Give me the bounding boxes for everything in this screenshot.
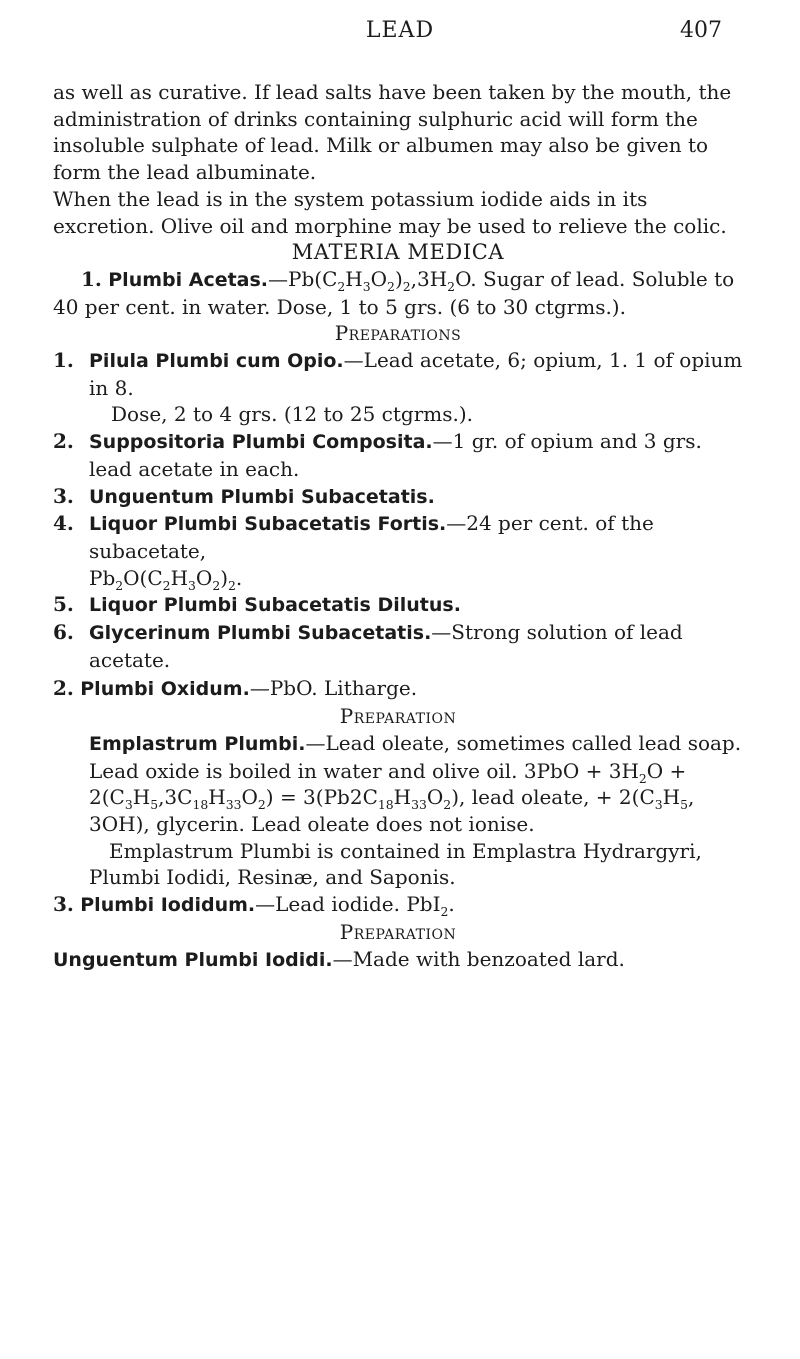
prep-tail: glycerin. Lead oleate does not ionise. [156,811,535,836]
item-name: Pilula Plumbi cum Opio. [89,350,344,373]
item-text: —24 per cent. of the subacetate, [89,511,654,563]
item-name: Liquor Plumbi Subacetatis Dilutus. [89,594,461,617]
item-number: 2. [53,429,74,454]
entry-formula: $—Pb(C_2H_3O_2)_2,3H_2O$. [268,266,477,294]
preparation-item [53,591,743,619]
prep-name: Emplastrum Plumbi. [89,732,306,755]
intro-paragraph-2 [53,186,743,239]
running-title: LEAD [365,18,435,43]
entry-description: Sugar of lead. Soluble to 40 per cent. in water. Dose, 1 to 5 grs. (6 to 30 ctgrms.). [53,266,735,319]
entry-number: 3. [53,892,74,917]
preparation-heading: Preparation [339,919,457,944]
item-text: —Strong solution of lead acetate. [89,620,683,672]
entry-name: Plumbi Iodidum. [80,894,256,917]
entry-plumbi-iodidum [53,891,743,919]
intro-paragraph-1: as well as curative. If lead salts have been taken by the mouth, the administration of drinks containing sulphuric acid will form the insoluble sulphate of lead. Milk or albumen may also be given to form the lead albuminate. [53,80,732,185]
preparations-heading: Preparations [334,321,462,346]
prep-name: Unguentum Plumbi Iodidi. [53,948,333,971]
page-body [53,79,743,973]
item-text: —1 gr. of opium and 3 grs. lead acetate in each. [89,429,702,481]
prep-equation: $3PbO + 3H_2O + 2(C_3H_5,3C_{18}H_{33}O_2) = 3(Pb2C_{18}H_{33}O_2)$, lead oleate, + $2(C_3H_5$, 3OH), [89,758,695,836]
page-number: 407 [680,18,722,43]
item-dose: Dose, 2 to 4 grs. (12 to 25 ctgrms.). [111,402,474,427]
preparation-item [53,347,743,428]
entry-3-preparation [53,946,743,974]
running-header [0,12,800,48]
preparation-heading: Preparation [339,704,457,729]
prep-text: —Made with benzoated lard. [332,946,625,971]
preparation-item [53,483,743,511]
preparation-item [53,619,743,673]
preparation-item [53,428,743,482]
preparations-list [53,347,743,673]
item-name: Glycerinum Plumbi Subacetatis. [89,622,432,645]
entry-name: Plumbi Oxidum. [80,678,250,701]
item-number: 5. [53,592,74,617]
item-formula: $Pb_2O(C_2H_3O_2)_2$. [89,565,243,593]
item-name: Unguentum Plumbi Subacetatis. [89,485,435,508]
intro-paragraph-2-text: When the lead is in the system potassium iodide aids in its excretion. Olive oil and morphine may be used to relieve the colic. [53,186,727,238]
entry-plumbi-oxidum [53,675,743,703]
prep-text: —Lead oleate, sometimes called lead soap. Lead oxide is boiled in water and olive oil. [89,730,742,783]
item-number: 6. [53,620,74,645]
entry-text: —PbO. Litharge. [249,676,418,701]
section-heading: MATERIA MEDICA [291,240,505,265]
item-name: Suppositoria Plumbi Composita. [89,431,433,454]
entry-text: —Lead iodide. PbI$_2$. [255,892,455,920]
entry-plumbi-acetas [53,266,743,320]
entry-name: Plumbi Acetas. [108,268,269,291]
item-text: —Lead acetate, 6; opium, 1. 1 of opium in 8. [89,348,743,400]
prep-note: Emplastrum Plumbi is contained in Emplastra Hydrargyri, Plumbi Iodidi, Resinæ, and Saponis. [89,838,702,890]
preparation-block [53,730,743,891]
entry-number: 2. [53,676,74,701]
item-name: Liquor Plumbi Subacetatis Fortis. [89,513,447,536]
item-number: 4. [53,511,74,536]
preparation-item [53,510,743,591]
item-number: 1. [53,348,74,373]
item-number: 3. [53,483,74,508]
entry-number: 1. [81,266,102,291]
